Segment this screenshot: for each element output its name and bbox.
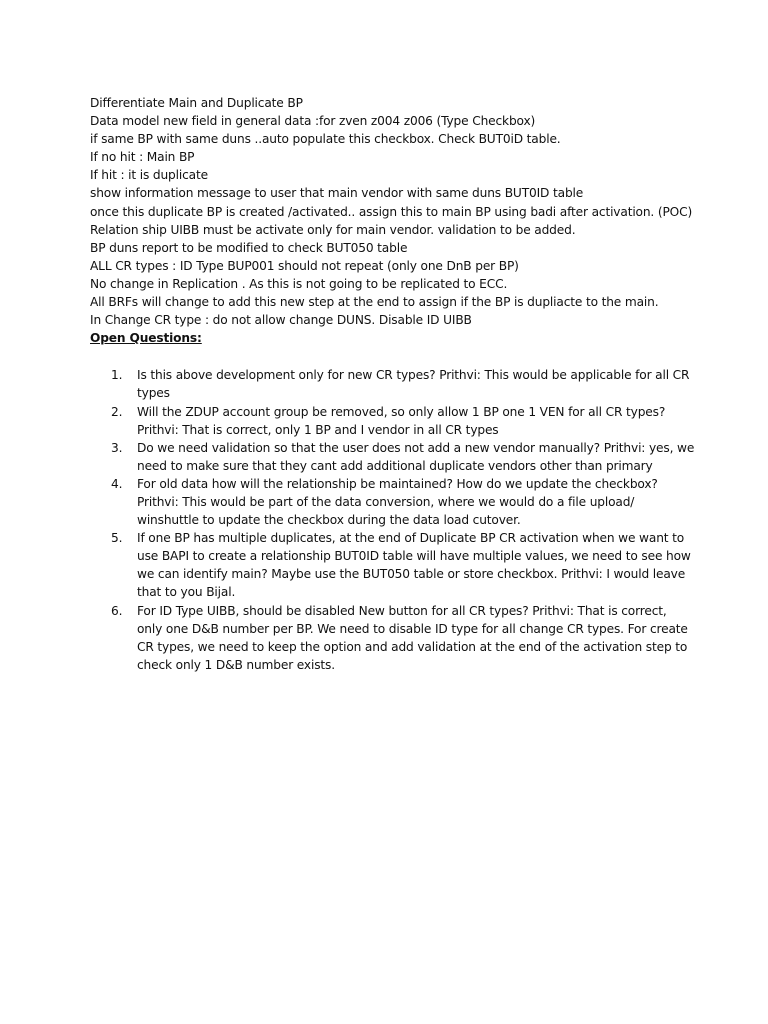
- list-item-line: that to you Bijal.: [137, 585, 236, 600]
- note-line: if same BP with same duns ..auto populate this checkbox. Check BUT0iD table.: [90, 132, 561, 147]
- list-item-line: types: [137, 386, 170, 401]
- list-item-line: Will the ZDUP account group be removed, so only allow 1 BP one 1 VEN for all CR types?: [137, 404, 666, 419]
- list-item-number: 4.: [111, 476, 123, 491]
- list-item-number: 5.: [111, 531, 123, 546]
- list-item-number: 6.: [111, 603, 123, 618]
- note-line: All BRFs will change to add this new step at the end to assign if the BP is dupliacte to the main.: [90, 295, 659, 310]
- note-line: In Change CR type : do not allow change DUNS. Disable ID UIBB: [90, 313, 472, 328]
- list-item: [90, 403, 677, 439]
- list-item: [90, 439, 695, 475]
- list-item-line: Prithvi: That is correct, only 1 BP and I vendor in all CR types: [137, 422, 499, 437]
- list-item-line: winshuttle to update the checkbox during the data load cutover.: [137, 513, 521, 528]
- list-item-line: Do we need validation so that the user does not add a new vendor manually? Prithvi: yes, we: [137, 440, 695, 455]
- note-line: Data model new field in general data :for zven z004 z006 (Type Checkbox): [90, 114, 536, 129]
- list-item-line: If one BP has multiple duplicates, at the end of Duplicate BP CR activation when we want to: [137, 531, 685, 546]
- open-questions-heading: Open Questions:: [90, 331, 202, 346]
- document-page: [90, 94, 695, 674]
- list-item: [90, 529, 691, 601]
- list-item-line: use BAPI to create a relationship BUT0ID table will have multiple values, we need to see how: [137, 549, 691, 564]
- list-item-line: CR types, we need to keep the option and add validation at the end of the activation step to: [137, 639, 688, 654]
- list-item-number: 1.: [111, 368, 123, 383]
- note-line: BP duns report to be modified to check BUT050 table: [90, 240, 408, 255]
- note-line: show information message to user that main vendor with same duns BUT0ID table: [90, 186, 584, 201]
- list-item-line: need to make sure that they cant add additional duplicate vendors other than primary: [137, 458, 653, 473]
- list-item-line: Is this above development only for new CR types? Prithvi: This would be applicable for all CR: [137, 368, 690, 383]
- list-item-line: only one D&B number per BP. We need to disable ID type for all change CR types. For create: [137, 621, 688, 636]
- list-item-line: For old data how will the relationship be maintained? How do we update the checkbox?: [137, 476, 658, 491]
- list-item-line: Prithvi: This would be part of the data conversion, where we would do a file upload/: [137, 494, 635, 509]
- note-line: Differentiate Main and Duplicate BP: [90, 96, 303, 110]
- note-line: ALL CR types : ID Type BUP001 should not repeat (only one DnB per BP): [90, 258, 519, 273]
- list-item: [90, 602, 688, 674]
- note-line: once this duplicate BP is created /activated.. assign this to main BP using badi after activation. (POC): [90, 204, 693, 219]
- list-item: [90, 475, 677, 529]
- open-questions-list: [90, 366, 695, 674]
- list-item: [90, 366, 690, 402]
- note-line: If hit : it is duplicate: [90, 168, 208, 183]
- note-line: If no hit : Main BP: [90, 150, 195, 165]
- list-item-number: 3.: [111, 440, 123, 455]
- note-line: No change in Replication . As this is not going to be replicated to ECC.: [90, 276, 508, 291]
- list-item-line: check only 1 D&B number exists.: [137, 657, 335, 672]
- list-item-line: For ID Type UIBB, should be disabled New button for all CR types? Prithvi: That is correct,: [137, 603, 667, 618]
- note-line: Relation ship UIBB must be activate only for main vendor. validation to be added.: [90, 222, 576, 237]
- list-item-line: we can identify main? Maybe use the BUT050 table or store checkbox. Prithvi: I would leave: [137, 567, 686, 582]
- list-item-number: 2.: [111, 404, 123, 419]
